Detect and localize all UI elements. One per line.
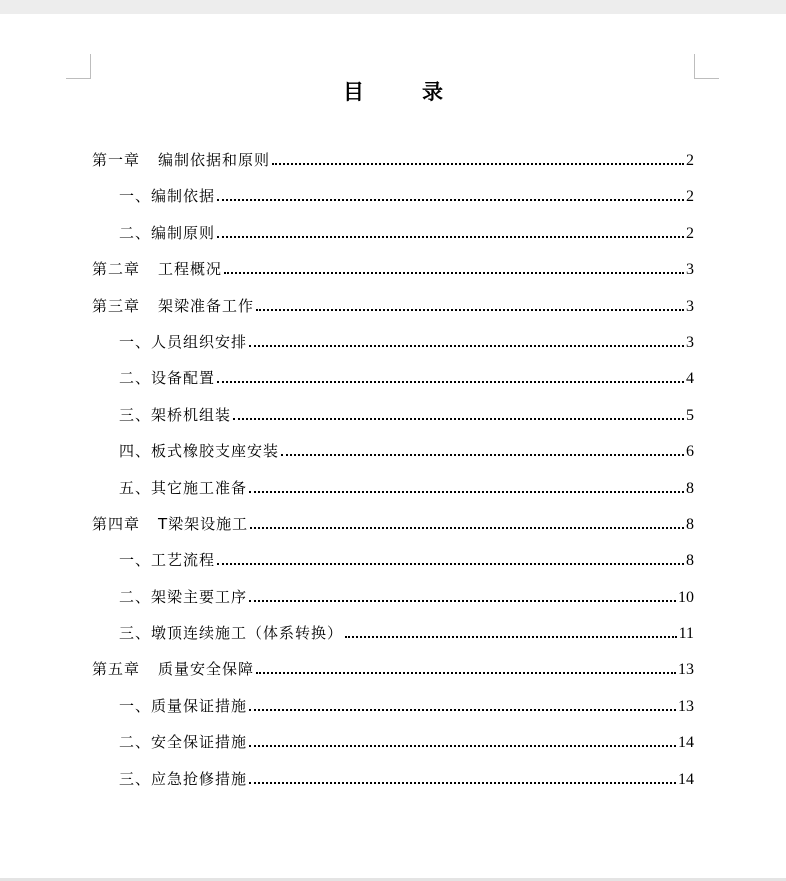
toc-dot-leader <box>256 662 676 674</box>
toc-page-number: 2 <box>686 224 694 242</box>
toc-entry-number: 第四章 <box>92 514 141 533</box>
toc-section-entry[interactable] <box>92 324 694 360</box>
toc-entry-number: 第二章 <box>92 260 141 279</box>
toc-dot-leader <box>250 517 684 529</box>
toc-section-entry[interactable] <box>92 360 694 396</box>
toc-entry-title: 编制依据 <box>151 187 216 206</box>
toc-entry-title: 编制依据和原则 <box>158 151 271 169</box>
toc-page-number: 3 <box>686 297 694 315</box>
toc-page-number: 8 <box>686 479 694 497</box>
toc-page-number: 3 <box>686 333 694 351</box>
toc-entry-title: 工艺流程 <box>151 551 216 570</box>
toc-section-entry[interactable] <box>92 433 694 469</box>
toc-dot-leader <box>217 189 684 201</box>
toc-entry-number: 一、 <box>119 696 152 715</box>
toc-entry-number: 三、 <box>119 405 152 424</box>
toc-chapter-entry[interactable] <box>92 251 694 287</box>
toc-dot-leader <box>256 299 684 311</box>
toc-section-entry[interactable] <box>92 724 694 760</box>
toc-page-number: 5 <box>686 406 694 424</box>
toc-entry-title: 板式橡胶支座安装 <box>151 442 280 461</box>
toc-entry-number: 二、 <box>119 587 152 606</box>
toc-dot-leader <box>217 226 684 238</box>
toc-entry-title: 应急抢修措施 <box>151 769 248 788</box>
toc-entry-number: 五、 <box>119 478 152 497</box>
toc-section-entry[interactable] <box>92 761 694 797</box>
top-border <box>0 0 786 14</box>
toc-chapter-entry[interactable] <box>92 288 694 324</box>
toc-entry-title: 安全保证措施 <box>151 733 248 752</box>
toc-page-number: 14 <box>678 734 694 752</box>
toc-page-number: 13 <box>678 697 694 715</box>
toc-entry-title: 墩顶连续施工（体系转换） <box>151 624 344 643</box>
toc-chapter-entry[interactable] <box>92 142 694 178</box>
toc-page-number: 8 <box>686 515 694 533</box>
toc-section-entry[interactable] <box>92 470 694 506</box>
toc-dot-leader <box>217 371 684 383</box>
toc-entry-number: 一、 <box>119 551 152 570</box>
toc-entry-number: 第五章 <box>92 660 141 679</box>
toc-section-entry[interactable] <box>92 215 694 251</box>
toc-page-number: 13 <box>678 661 694 679</box>
toc-page-number: 3 <box>686 261 694 279</box>
toc-entry-title: 编制原则 <box>151 223 216 242</box>
toc-section-entry[interactable] <box>92 579 694 615</box>
toc-page-number: 8 <box>686 552 694 570</box>
toc-entry-title: 工程概况 <box>158 260 223 279</box>
table-of-contents <box>92 142 694 797</box>
toc-page-number: 11 <box>678 625 694 643</box>
toc-entry-title: 设备配置 <box>151 369 216 388</box>
toc-dot-leader <box>233 408 684 420</box>
toc-dot-leader <box>281 444 684 456</box>
toc-dot-leader <box>249 735 676 747</box>
toc-entry-title: 架桥机组装 <box>151 405 232 424</box>
toc-entry-number: 三、 <box>119 624 152 643</box>
toc-page-number: 14 <box>678 770 694 788</box>
toc-page-number: 2 <box>686 152 694 169</box>
toc-entry-number: 第三章 <box>92 296 141 315</box>
toc-entry-number: 第一章 <box>92 151 141 169</box>
toc-entry-number: 一、 <box>119 187 152 206</box>
toc-dot-leader <box>217 553 684 565</box>
toc-page-number: 10 <box>678 588 694 606</box>
toc-section-entry[interactable] <box>92 397 694 433</box>
toc-page-number: 2 <box>686 188 694 206</box>
toc-section-entry[interactable] <box>92 615 694 651</box>
toc-section-entry[interactable] <box>92 178 694 214</box>
toc-entry-number: 三、 <box>119 769 152 788</box>
toc-entry-title: 其它施工准备 <box>151 478 248 497</box>
toc-dot-leader <box>249 335 684 347</box>
toc-dot-leader <box>249 590 676 602</box>
toc-dot-leader <box>345 626 677 638</box>
toc-entry-number: 二、 <box>119 223 152 242</box>
toc-entry-title: T梁架设施工 <box>158 514 249 533</box>
toc-section-entry[interactable] <box>92 542 694 578</box>
toc-section-entry[interactable] <box>92 688 694 724</box>
toc-chapter-entry[interactable] <box>92 651 694 687</box>
document-page[interactable] <box>0 14 786 878</box>
toc-chapter-entry[interactable] <box>92 506 694 542</box>
toc-page-number: 6 <box>686 443 694 461</box>
toc-page-number: 4 <box>686 370 694 388</box>
toc-entry-title: 人员组织安排 <box>151 332 248 351</box>
toc-dot-leader <box>249 772 676 784</box>
toc-entry-title: 质量保证措施 <box>151 696 248 715</box>
toc-heading: 目录 <box>343 80 501 104</box>
toc-entry-number: 四、 <box>119 442 152 461</box>
toc-dot-leader <box>272 153 684 165</box>
toc-dot-leader <box>249 699 676 711</box>
toc-dot-leader <box>224 262 684 274</box>
toc-entry-number: 一、 <box>119 332 152 351</box>
toc-entry-title: 架梁主要工序 <box>151 587 248 606</box>
toc-entry-title: 质量安全保障 <box>158 660 255 679</box>
toc-entry-number: 二、 <box>119 369 152 388</box>
toc-dot-leader <box>249 481 684 493</box>
toc-entry-title: 架梁准备工作 <box>158 296 255 315</box>
toc-entry-number: 二、 <box>119 733 152 752</box>
